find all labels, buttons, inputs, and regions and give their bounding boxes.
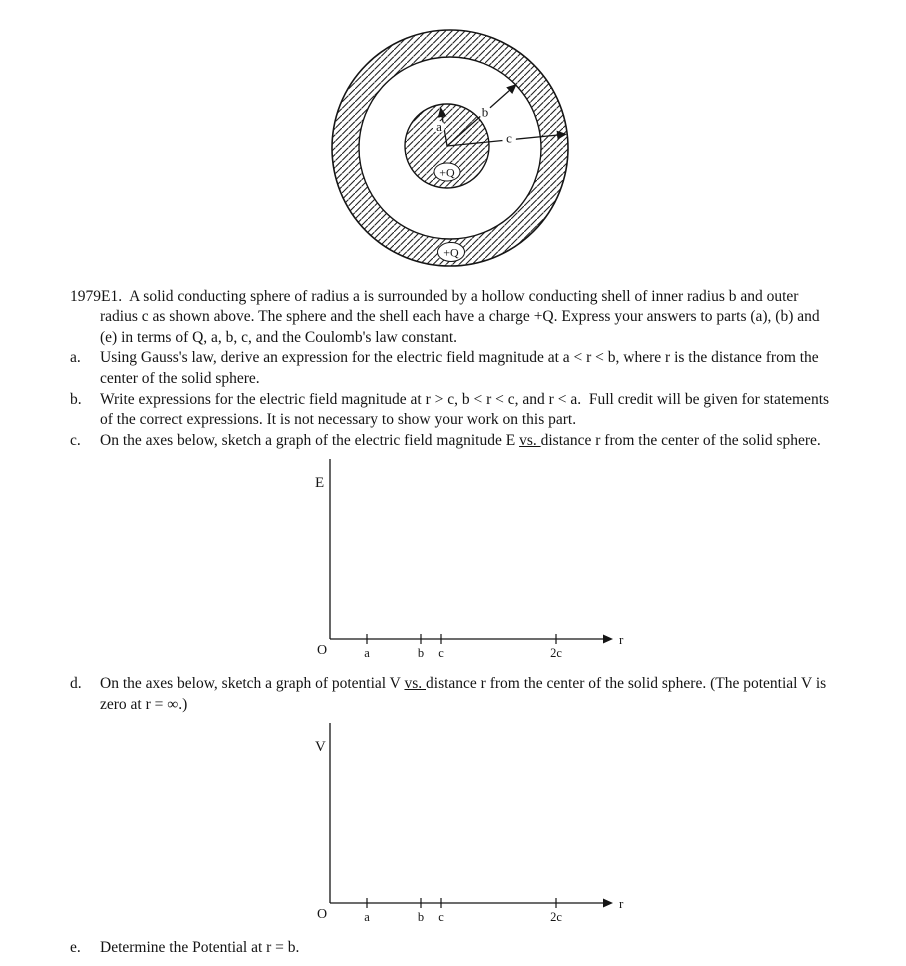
efield-graph-block bbox=[306, 455, 836, 668]
sphere-charge-label: +Q bbox=[439, 165, 455, 180]
potential-tick-label-b: b bbox=[417, 910, 425, 925]
problem-id: 1979E1. bbox=[70, 287, 123, 305]
potential-origin-label: O bbox=[316, 907, 328, 923]
part-c-body-pre: On the axes below, sketch a graph of the electric field magnitude E bbox=[100, 431, 520, 449]
spheres-figure bbox=[70, 24, 836, 281]
potential-x-axis-label: r bbox=[619, 896, 624, 912]
part-d bbox=[70, 674, 836, 715]
part-e bbox=[70, 938, 836, 959]
efield-tick-label-c: c bbox=[438, 646, 444, 661]
part-c-body-post: distance r from the center of the solid sphere. bbox=[540, 431, 821, 449]
shell-charge-label: +Q bbox=[443, 245, 459, 260]
spheres-figure-svg bbox=[238, 24, 668, 274]
part-b bbox=[70, 390, 836, 431]
efield-tick-label-a: a bbox=[364, 646, 370, 661]
efield-graph-svg bbox=[306, 455, 636, 661]
part-b-letter: b. bbox=[70, 390, 82, 408]
part-d-vs-underlined: vs. bbox=[404, 675, 427, 693]
part-d-body-post: distance r from the center of the solid sphere. (The potential V is zero at r = ∞.) bbox=[100, 675, 831, 713]
part-a-letter: a. bbox=[70, 349, 81, 367]
part-e-letter: e. bbox=[70, 938, 81, 956]
radius-b-label: b bbox=[481, 104, 489, 120]
part-d-body-pre: On the axes below, sketch a graph of potential V bbox=[100, 675, 405, 693]
efield-y-axis-label: E bbox=[315, 475, 325, 492]
part-c-text bbox=[100, 431, 836, 452]
potential-graph-svg bbox=[306, 719, 636, 925]
efield-x-axis-label: r bbox=[619, 632, 624, 648]
radius-a-label: a bbox=[436, 119, 442, 134]
potential-y-axis-label: V bbox=[315, 739, 326, 756]
part-d-letter: d. bbox=[70, 675, 82, 693]
potential-tick-label-2c: 2c bbox=[550, 910, 562, 925]
part-c bbox=[70, 431, 836, 452]
part-c-letter: c. bbox=[70, 431, 81, 449]
efield-origin-label: O bbox=[316, 643, 328, 659]
part-e-text bbox=[100, 938, 836, 959]
efield-tick-label-2c: 2c bbox=[550, 646, 562, 661]
potential-tick-label-a: a bbox=[364, 910, 370, 925]
potential-graph-block bbox=[306, 719, 836, 932]
part-b-text bbox=[100, 390, 836, 431]
part-a-body: Using Gauss's law, derive an expression for the electric field magnitude at a < r < b, where r is the distance from the center of the solid sphere. bbox=[100, 349, 823, 388]
part-c-vs-underlined: vs. bbox=[519, 431, 541, 449]
problem-intro bbox=[70, 287, 836, 349]
part-a bbox=[70, 348, 836, 389]
radius-c-label: c bbox=[506, 130, 512, 146]
part-d-text bbox=[100, 674, 836, 715]
part-e-body: Determine the Potential at r = b. bbox=[100, 938, 300, 956]
potential-tick-label-c: c bbox=[438, 910, 444, 925]
part-b-body: Write expressions for the electric field magnitude at r > c, b < r < c, and r < a. Full credit will be given for statements of the correct expressions. It is not necessary to show your work on this part. bbox=[100, 390, 833, 429]
efield-tick-label-b: b bbox=[417, 646, 425, 661]
part-a-text bbox=[100, 348, 836, 389]
problem-intro-text: A solid conducting sphere of radius a is surrounded by a hollow conducting shell of inner radius b and outer radius c as shown above. The sphere and the shell each have a charge +Q. Express your answers to parts (a), (b) and (e) in terms of Q, a, b, c, and the Coulomb's law constant. bbox=[100, 287, 824, 346]
